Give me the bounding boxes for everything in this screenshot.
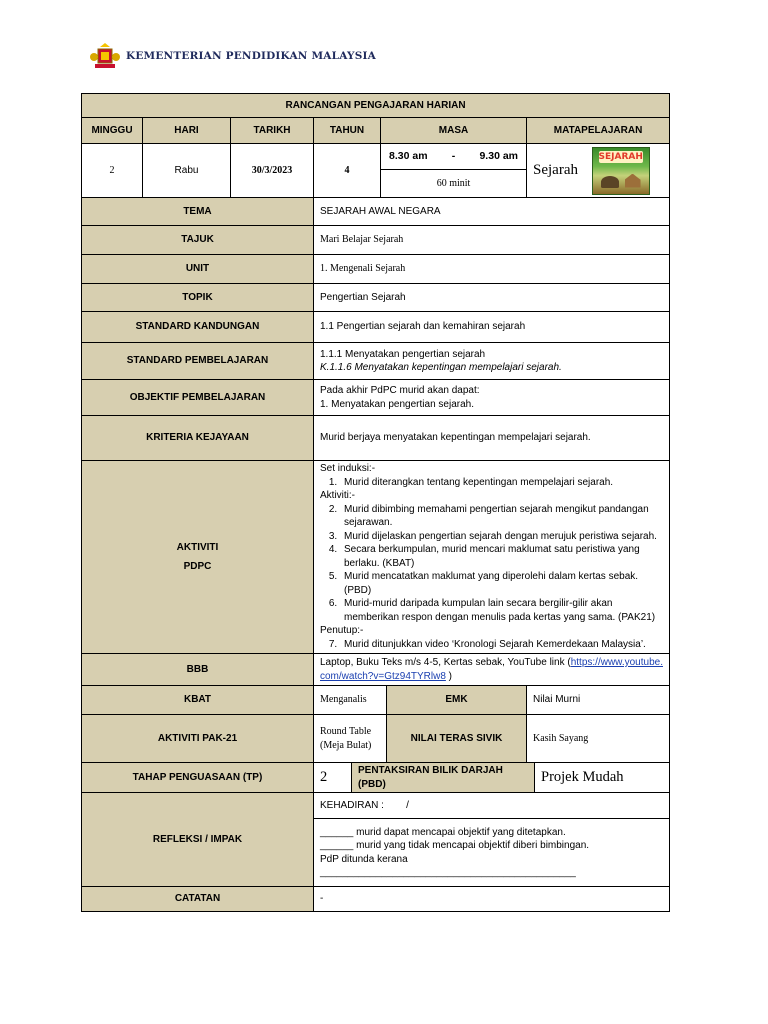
aktiviti-list — [320, 503, 663, 625]
activity-item: 4. Secara berkumpulan, murid mencari maklumat satu peristiwa yang berlaku. (KBAT) — [340, 543, 663, 570]
catatan-value: - — [314, 887, 670, 912]
col-tahun: TAHUN — [314, 118, 381, 144]
col-masa: MASA — [381, 118, 527, 144]
objektif-line-1: Pada akhir PdPC murid akan dapat: — [320, 385, 480, 396]
aktiviti-heading: Aktiviti:- — [320, 490, 355, 501]
label-tema: TEMA — [82, 198, 314, 226]
label-tajuk: TAJUK — [82, 226, 314, 255]
refleksi-line-1: ______ murid dapat mencapai objektif yang ditetapkan. — [320, 826, 566, 838]
pak21-value: Round Table (Meja Bulat) — [314, 715, 387, 763]
malaysia-coat-of-arms-icon — [90, 43, 120, 69]
tajuk-value: Mari Belajar Sejarah — [314, 226, 670, 255]
label-objektif: OBJEKTIF PEMBELAJARAN — [82, 380, 314, 416]
label-nilai: NILAI TERAS SIVIK — [387, 715, 527, 763]
pbd-value: Projek Mudah — [541, 768, 624, 785]
set-induksi-heading: Set induksi:- — [320, 463, 376, 474]
ministry-name: KEMENTERIAN PENDIDIKAN MALAYSIA — [126, 50, 376, 62]
youtube-link[interactable]: https://www.youtube.com/watch?v=Gtz94TYRlw8 — [320, 657, 663, 682]
matapelajaran-cell — [527, 144, 670, 198]
objektif-line-2: 1. Menyatakan pengertian sejarah. — [320, 398, 474, 410]
tahun-value: 4 — [314, 144, 381, 198]
activity-item: 3. Murid dijelaskan pengertian sejarah dengan merujuk peristiwa sejarah. — [340, 530, 663, 544]
sp-line-1: 1.1.1 Menyatakan pengertian sejarah — [320, 348, 486, 360]
label-standard-pembelajaran: STANDARD PEMBELAJARAN — [82, 343, 314, 380]
logo-text: SEJARAH — [598, 151, 643, 162]
label-aktiviti — [82, 461, 314, 654]
refleksi-line-2: ______ murid yang tidak mencapai objektif diberi bimbingan. — [320, 840, 590, 851]
label-emk: EMK — [387, 686, 527, 715]
induksi-list — [320, 476, 663, 490]
kriteria-value: Murid berjaya menyatakan kepentingan mempelajari sejarah. — [314, 416, 670, 461]
refleksi-value — [314, 819, 670, 887]
masa-end: 9.30 am — [479, 150, 518, 163]
sk-value: 1.1 Pengertian sejarah dan kemahiran sejarah — [314, 312, 670, 343]
refleksi-line-3: PdP ditunda kerana ______________________________________________ — [320, 853, 576, 878]
label-kriteria: KRITERIA KEJAYAAN — [82, 416, 314, 461]
masa-dash: - — [451, 150, 456, 163]
label-pak21: AKTIVITI PAK-21 — [82, 715, 314, 763]
label-catatan: CATATAN — [82, 887, 314, 912]
topik-value: Pengertian Sejarah — [314, 284, 670, 312]
label-aktiviti-line-1: AKTIVITI — [176, 541, 219, 553]
label-tp: TAHAP PENGUASAAN (TP) — [82, 763, 314, 793]
activity-item: 7. Murid ditunjukkan video ‘Kronologi Sejarah Kemerdekaan Malaysia’. — [340, 638, 663, 652]
activity-item: 6. Murid-murid daripada kumpulan lain secara bergilir-gilir akan memberikan respon dengan menulis pada kertas yang sama. (PAK21) — [340, 597, 663, 624]
tema-value: SEJARAH AWAL NEGARA — [314, 198, 670, 226]
label-kbat: KBAT — [82, 686, 314, 715]
col-hari: HARI — [143, 118, 231, 144]
label-unit: UNIT — [82, 255, 314, 284]
emk-value: Nilai Murni — [527, 686, 670, 715]
label-pbd: PENTAKSIRAN BILIK DARJAH (PBD) — [352, 763, 535, 792]
sp-value — [314, 343, 670, 380]
tp-value: 2 — [314, 763, 352, 792]
page-header — [90, 42, 376, 70]
col-matapelajaran: MATAPELAJARAN — [527, 118, 670, 144]
kehadiran-value: KEHADIRAN : / — [314, 793, 670, 819]
col-minggu: MINGGU — [82, 118, 143, 144]
duration-value: 60 minit — [381, 170, 527, 198]
bbb-text: Laptop, Buku Teks m/s 4-5, Kertas sebak, YouTube link ( — [320, 657, 571, 668]
bbb-end: ) — [445, 670, 452, 682]
penutup-list — [320, 638, 663, 652]
penutup-heading: Penutup:- — [320, 625, 364, 636]
activity-item: 2. Murid dibimbing memahami pengertian sejarah mengikut pandangan sejarawan. — [340, 503, 663, 530]
minggu-value: 2 — [82, 144, 143, 198]
activity-item: 1. Murid diterangkan tentang kepentingan mempelajari sejarah. — [340, 476, 663, 490]
label-refleksi: REFLEKSI / IMPAK — [82, 793, 314, 887]
label-standard-kandungan: STANDARD KANDUNGAN — [82, 312, 314, 343]
masa-time — [381, 144, 527, 170]
col-tarikh: TARIKH — [231, 118, 314, 144]
tarikh-value: 30/3/2023 — [231, 144, 314, 198]
activity-item: 5. Murid mencatatkan maklumat yang diperolehi dalam kertas sebak. (PBD) — [340, 570, 663, 597]
label-bbb: BBB — [82, 654, 314, 686]
kbat-value: Menganalis — [314, 686, 387, 715]
label-topik: TOPIK — [82, 284, 314, 312]
aktiviti-content — [314, 461, 670, 654]
nilai-value: Kasih Sayang — [527, 715, 670, 763]
masa-start: 8.30 am — [389, 150, 428, 163]
unit-value: 1. Mengenali Sejarah — [314, 255, 670, 284]
tp-pbd-cell — [314, 763, 670, 793]
hari-value: Rabu — [143, 144, 231, 198]
plan-title: RANCANGAN PENGAJARAN HARIAN — [82, 94, 670, 118]
lesson-plan-table — [81, 93, 670, 912]
sejarah-logo-image — [592, 147, 650, 195]
bbb-value — [314, 654, 670, 686]
sp-line-2: K.1.1.6 Menyatakan kepentingan mempelajari sejarah. — [320, 362, 562, 373]
label-aktiviti-line-2: PDPC — [183, 561, 212, 572]
matapelajaran-value: Sejarah — [533, 162, 578, 179]
objektif-value — [314, 380, 670, 416]
